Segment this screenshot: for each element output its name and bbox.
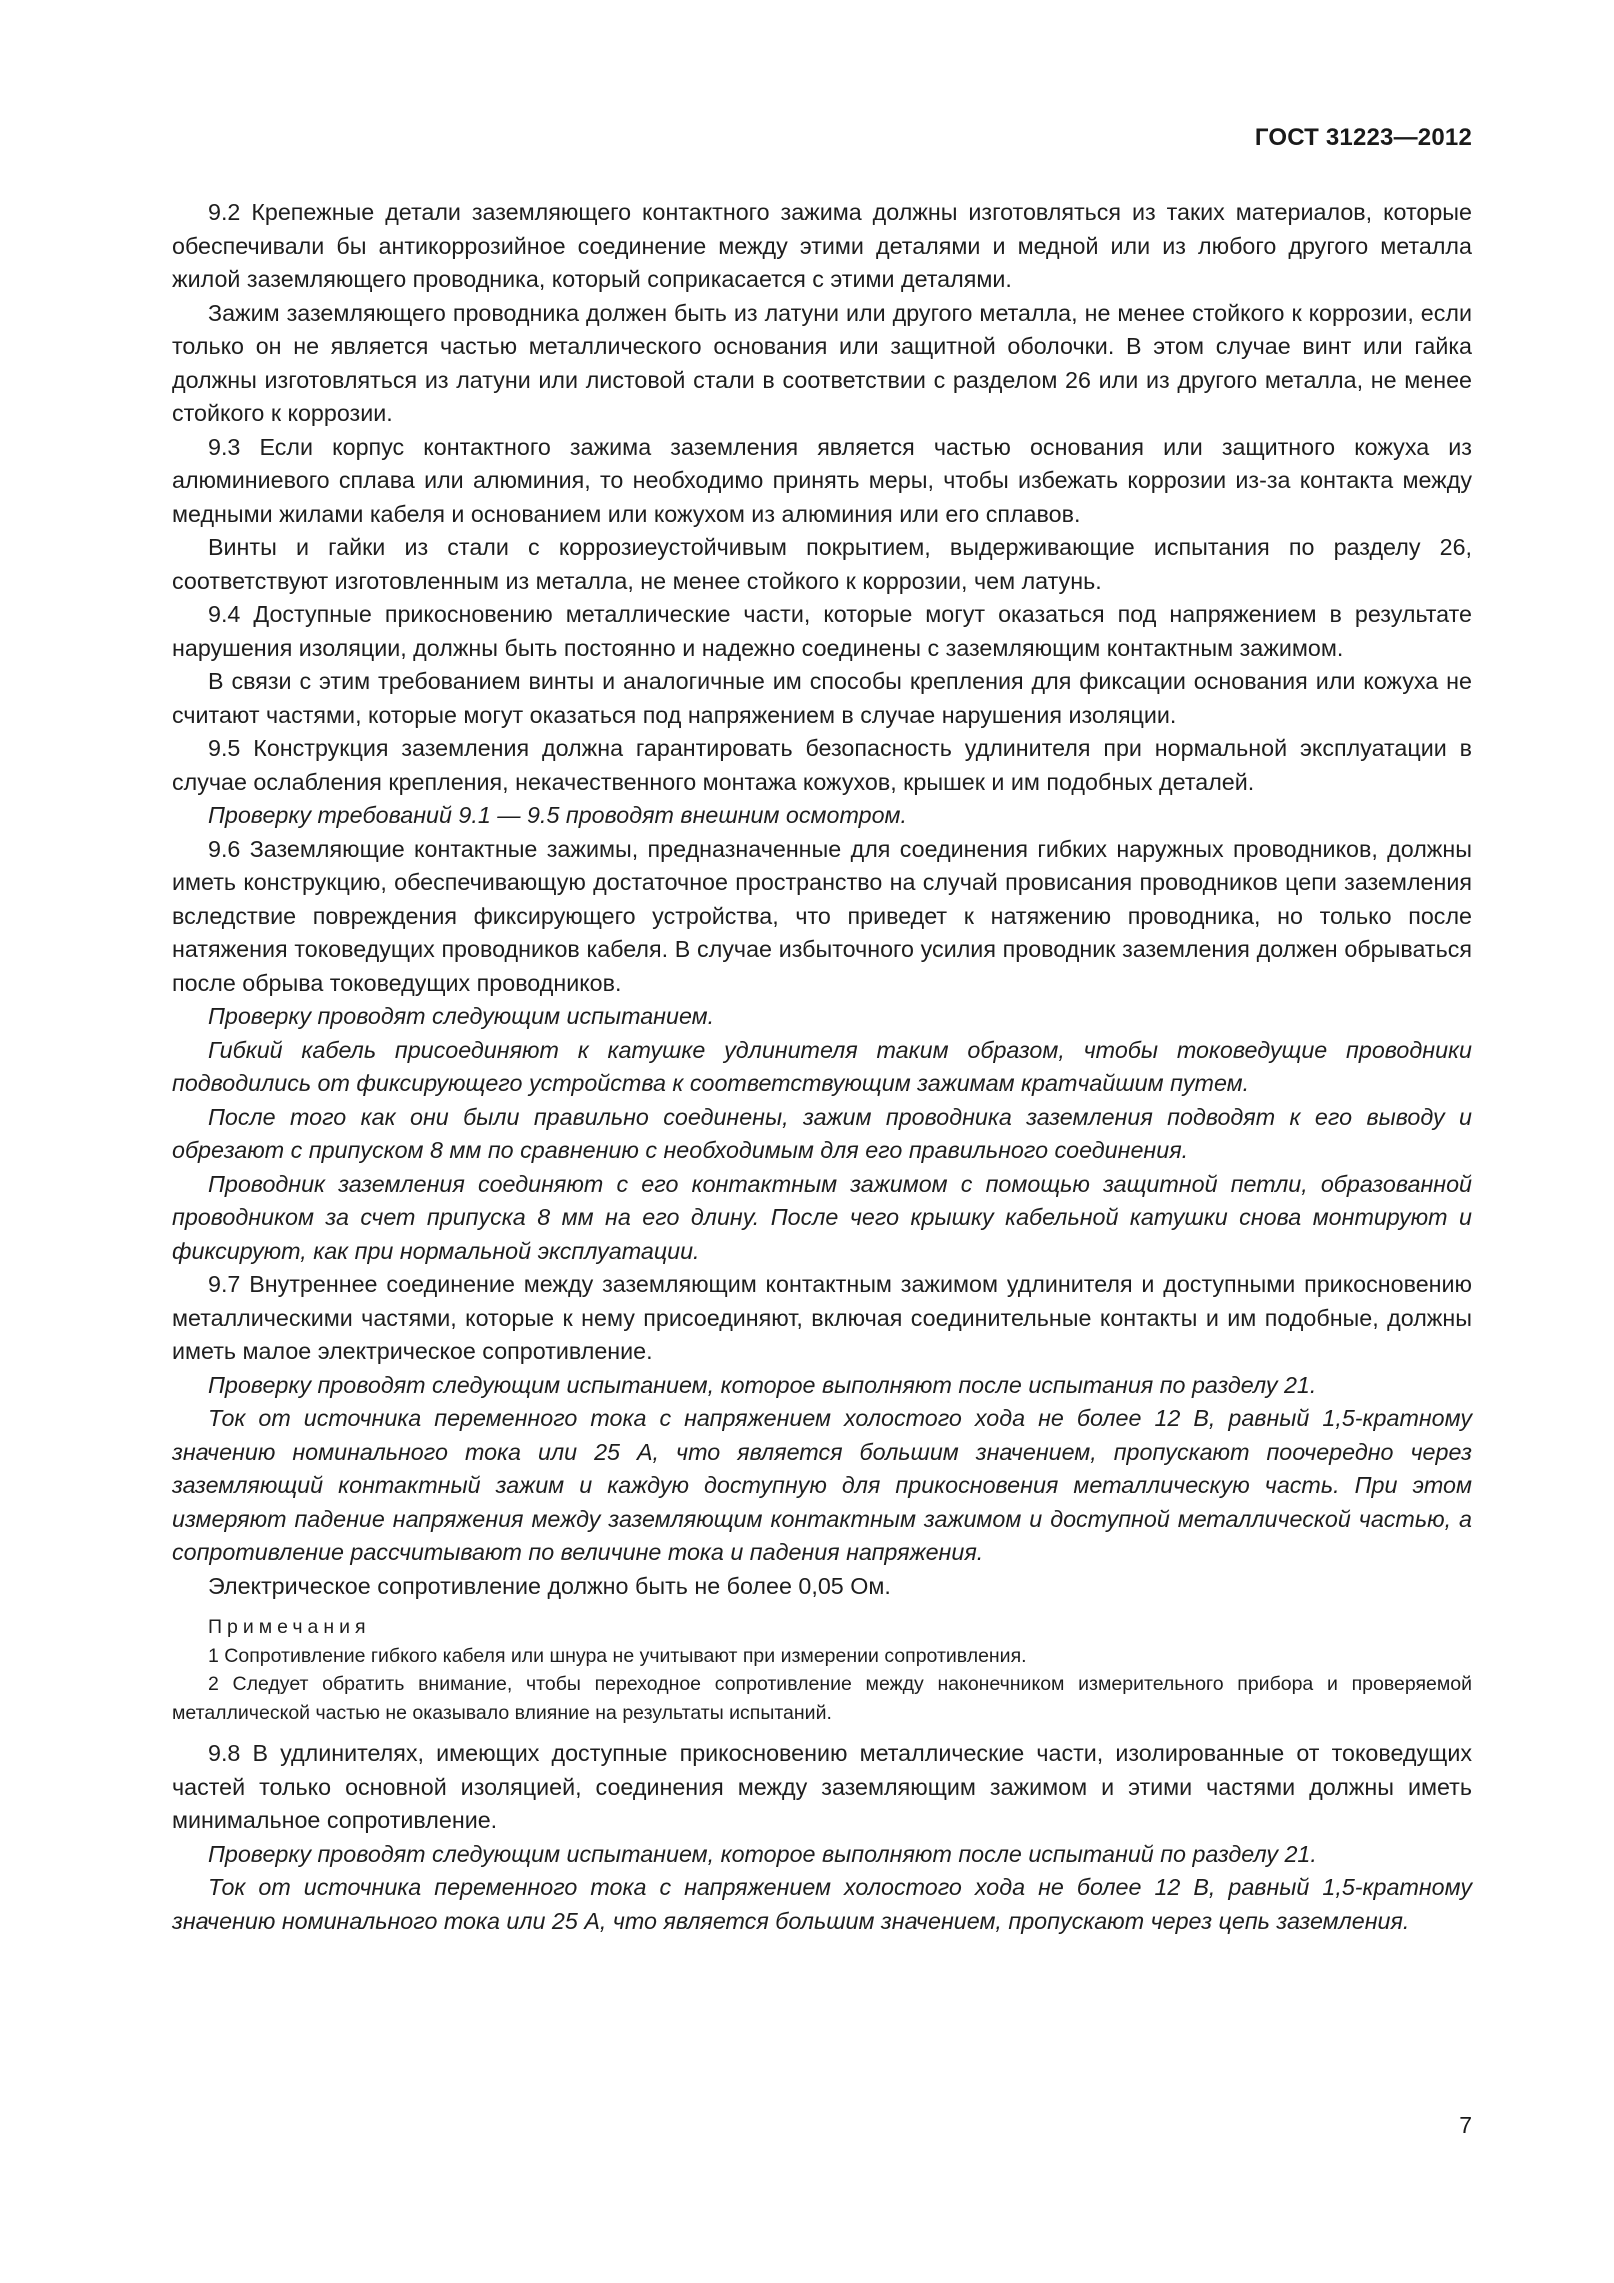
paragraph-9-5: 9.5 Конструкция заземления должна гарантировать безопасность удлинителя при нормальной эксплуатации в случае ослабления крепления, некачественного монтажа кожухов, крышек и им подобных деталей. [172,735,1472,795]
test-instruction: Проверку проводят следующим испытанием, которое выполняют после испытаний по разделу 21. [208,1840,1317,1867]
page-number: 7 [1459,2112,1472,2138]
test-instruction: Ток от источника переменного тока с напряжением холостого хода не более 12 В, равный 1,5-кратному значению номинального тока или 25 А, что является большим значением, пропускают поочередно через заземляющий контактный зажим и каждую доступную для прикосновения металлическую часть. При этом измеряют падение напряжения между заземляющим контактным зажимом и доступной металлической частью, а сопротивление рассчитывают по величине тока и падения напряжения. [172,1405,1472,1565]
note-item: 2 Следует обратить внимание, чтобы переходное сопротивление между наконечником измерительного прибора и проверяемой металлической частью не оказывало влияние на результаты испытаний. [172,1673,1472,1724]
paragraph-9-4: 9.4 Доступные прикосновению металлические части, которые могут оказаться под напряжением в результате нарушения изоляции, должны быть постоянно и надежно соединены с заземляющим контактным зажимом. [172,601,1472,661]
test-instruction: Проводник заземления соединяют с его контактным зажимом с помощью защитной петли, образованной проводником за счет припуска 8 мм на его длину. После чего крышку кабельной катушки снова монтируют и фиксируют, как при нормальной эксплуатации. [172,1170,1472,1264]
standard-header: ГОСТ 31223—2012 [1254,124,1472,151]
paragraph-9-7: 9.7 Внутреннее соединение между заземляющим контактным зажимом удлинителя и доступными прикосновению металлическими частями, которые к нему присоединяют, включая соединительные контакты и им подобные, должны иметь малое электрическое сопротивление. [172,1271,1472,1364]
notes-title: Примечания [208,1616,371,1638]
test-instruction: Проверку проводят следующим испытанием, которое выполняют после испытания по разделу 21. [208,1371,1317,1398]
paragraph-9-3: 9.3 Если корпус контактного зажима заземления является частью основания или защитного кожуха из алюминиевого сплава или алюминия, то необходимо принять меры, чтобы избежать коррозии из-за контакта между медными жилами кабеля и основанием или кожухом из алюминия или его сплавов. [172,433,1472,527]
notes-block [172,1613,1472,1727]
paragraph: Зажим заземляющего проводника должен быть из латуни или другого металла, не менее стойкого к коррозии, если только он не является частью металлического основания или защитной оболочки. В этом случае винт или гайка должны изготовляться из латуни или листовой стали в соответствии с разделом 26 или из другого металла, не менее стойкого к коррозии. [172,299,1472,426]
test-instruction: Проверку проводят следующим испытанием. [208,1003,715,1029]
test-instruction: Ток от источника переменного тока с напряжением холостого хода не более 12 В, равный 1,5-кратному значению номинального тока или 25 А, что является большим значением, пропускают через цепь заземления. [172,1874,1472,1934]
paragraph-9-8: 9.8 В удлинителях, имеющих доступные прикосновению металлические части, изолированные от токоведущих частей только основной изоляцией, соединения между заземляющим зажимом и этими частями должны иметь минимальное сопротивление. [172,1740,1472,1833]
paragraph-9-6: 9.6 Заземляющие контактные зажимы, предназначенные для соединения гибких наружных проводников, должны иметь конструкцию, обеспечивающую достаточное пространство на случай провисания проводников цепи заземления вследствие повреждения фиксирующего устройства, что приведет к натяжению проводника, но только после натяжения токоведущих проводников кабеля. В случае избыточного усилия проводник заземления должен обрываться после обрыва токоведущих проводников. [172,835,1472,996]
document-body [172,196,1472,1938]
paragraph: Винты и гайки из стали с коррозиеустойчивым покрытием, выдерживающие испытания по разделу 26, соответствуют изготовленным из металла, не менее стойкого к коррозии, чем латунь. [172,534,1472,594]
note-item: 1 Сопротивление гибкого кабеля или шнура не учитывают при измерении сопротивления. [208,1644,1027,1667]
paragraph: Электрическое сопротивление должно быть не более 0,05 Ом. [208,1572,891,1599]
test-instruction: Гибкий кабель присоединяют к катушке удлинителя таким образом, чтобы токоведущие проводники подводились от фиксирующего устройства к соответствующим зажимам кратчайшим путем. [172,1036,1472,1096]
paragraph-9-2: 9.2 Крепежные детали заземляющего контактного зажима должны изготовляться из таких материалов, которые обеспечивали бы антикоррозийное соединение между этими деталями и медной или из любого другого металла жилой заземляющего проводника, который соприкасается с этими деталями. [172,199,1472,292]
paragraph: В связи с этим требованием винты и аналогичные им способы крепления для фиксации основания или кожуха не считают частями, которые могут оказаться под напряжением в случае нарушения изоляции. [172,668,1472,728]
test-instruction: После того как они были правильно соединены, зажим проводника заземления подводят к его выводу и обрезают с припуском 8 мм по сравнению с необходимым для его правильного соединения. [172,1103,1472,1163]
test-instruction: Проверку требований 9.1 — 9.5 проводят внешним осмотром. [208,802,907,828]
